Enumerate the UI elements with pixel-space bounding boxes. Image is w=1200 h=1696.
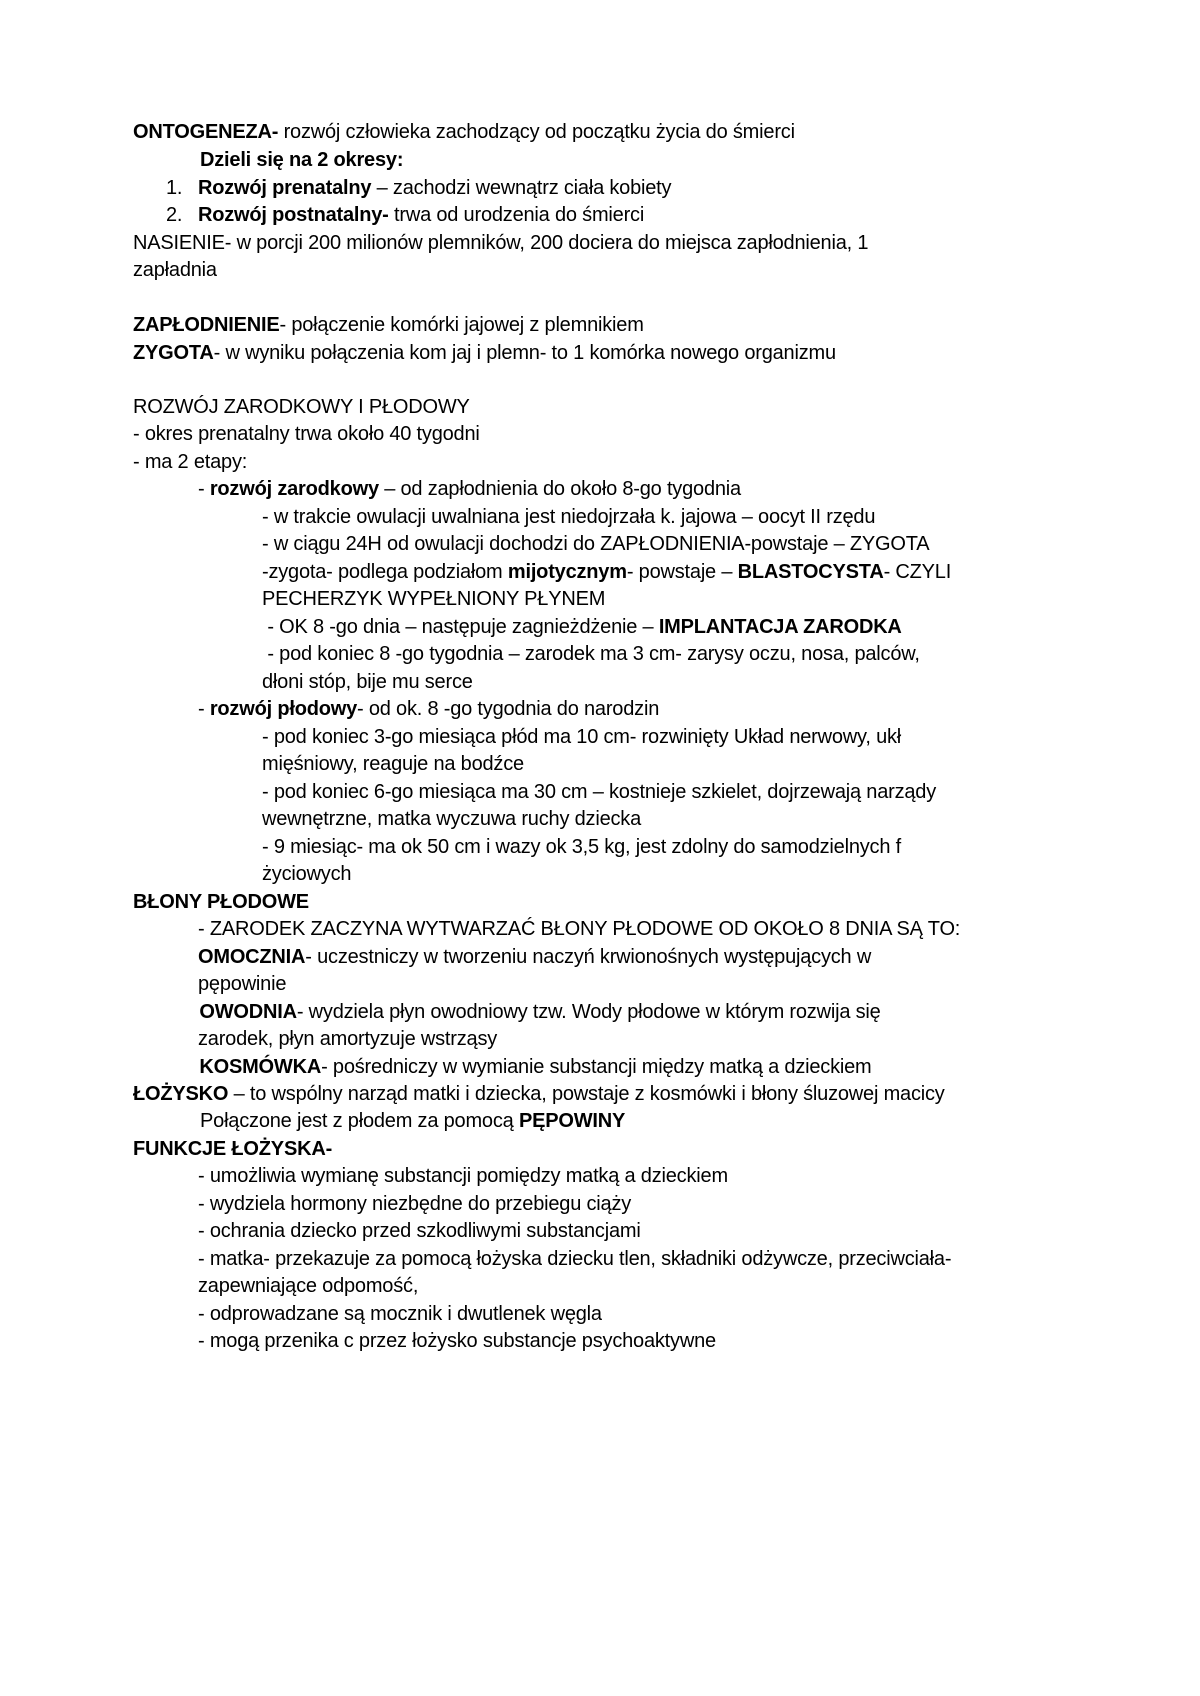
list-number: 2. <box>166 204 183 226</box>
text-line <box>198 1272 418 1300</box>
bold-term: PĘPOWINY <box>518 1110 626 1132</box>
text-run: - <box>198 698 210 720</box>
text-line <box>194 1053 872 1081</box>
text-line <box>133 256 217 284</box>
bold-term: IMPLANTACJA ZARODKA <box>658 616 902 638</box>
text-run: - powstaje – <box>626 561 738 583</box>
bold-term: FUNKCJE ŁOŻYSKA- <box>133 1138 333 1160</box>
bold-term: Rozwój postnatalny- <box>198 204 389 226</box>
text-run: - pod koniec 8 -go tygodnia – zarodek ma 3 cm- zarysy oczu, nosa, palców, <box>262 643 920 665</box>
text-line <box>262 860 351 888</box>
text-run: - 9 miesiąc- ma ok 50 cm i wazy ok 3,5 kg, jest zdolny do samodzielnych f <box>262 836 901 858</box>
text-run: - od ok. 8 -go tygodnia do narodzin <box>357 698 660 720</box>
text-line <box>198 970 286 998</box>
text-line <box>198 695 659 723</box>
text-run: trwa od urodzenia do śmierci <box>388 204 645 226</box>
text-line <box>133 311 644 339</box>
text-line <box>262 558 951 586</box>
text-run: - mogą przenika c przez łożysko substancje psychoaktywne <box>198 1330 716 1352</box>
text-run: Połączone jest z płodem za pomocą <box>200 1110 519 1132</box>
text-line <box>262 640 920 668</box>
text-line <box>262 503 875 531</box>
text-run: zarodek, płyn amortyzuje wstrząsy <box>198 1028 498 1050</box>
bold-term: rozwój zarodkowy <box>209 478 379 500</box>
list-number: 1. <box>166 177 183 199</box>
text-run: - CZYLI <box>883 561 952 583</box>
text-line <box>133 420 480 448</box>
bold-term: Dzieli się na 2 okresy: <box>200 149 404 171</box>
text-run: pępowinie <box>198 973 287 995</box>
text-line <box>198 1217 641 1245</box>
text-line <box>200 1107 625 1135</box>
bold-term: BLASTOCYSTA <box>737 561 884 583</box>
bold-term: KOSMÓWKA <box>199 1056 322 1078</box>
text-run: - ZARODEK ZACZYNA WYTWARZAĆ BŁONY PŁODOWE OD OKOŁO 8 DNIA SĄ TO: <box>198 918 961 940</box>
text-line <box>133 339 836 367</box>
text-run: - pod koniec 6-go miesiąca ma 30 cm – kostnieje szkielet, dojrzewają narządy <box>262 781 937 803</box>
text-run: - OK 8 -go dnia – następuje zagnieżdżenie – <box>262 616 659 638</box>
text-line <box>166 201 644 229</box>
text-line <box>262 833 901 861</box>
text-run: - umożliwia wymianę substancji pomiędzy matką a dzieckiem <box>198 1165 728 1187</box>
text-run: dłoni stóp, bije mu serce <box>262 671 473 693</box>
text-line <box>200 146 403 174</box>
text-line <box>198 1162 728 1190</box>
text-line <box>194 998 881 1026</box>
text-run: - ma 2 etapy: <box>133 451 248 473</box>
text-line <box>262 530 929 558</box>
text-run: -zygota- podlega podziałom <box>262 561 508 583</box>
text-line <box>198 1245 951 1273</box>
text-run: rozwój człowieka zachodzący od początku życia do śmierci <box>278 121 795 143</box>
text-run: - uczestniczy w tworzeniu naczyń krwionośnych występujących w <box>305 946 872 968</box>
bold-term: rozwój płodowy <box>209 698 358 720</box>
text-run: – zachodzi wewnątrz ciała kobiety <box>371 177 672 199</box>
text-line <box>262 585 605 613</box>
text-line <box>133 888 309 916</box>
text-run: NASIENIE- w porcji 200 milionów plemników, 200 dociera do miejsca zapłodnienia, 1 <box>133 232 869 254</box>
text-run: - pod koniec 3-go miesiąca płód ma 10 cm- rozwinięty Układ nerwowy, ukł <box>262 726 902 748</box>
text-run: PECHERZYK WYPEŁNIONY PŁYNEM <box>262 588 606 610</box>
bold-term: OMOCZNIA <box>198 946 306 968</box>
text-line <box>262 778 936 806</box>
text-run: - odprowadzane są mocznik i dwutlenek węgla <box>198 1303 602 1325</box>
bold-term: ZAPŁODNIENIE <box>133 314 280 336</box>
text-run: - okres prenatalny trwa około 40 tygodni <box>133 423 480 445</box>
text-line <box>198 1300 602 1328</box>
text-line <box>262 805 641 833</box>
text-run: zapładnia <box>133 259 217 281</box>
bold-term: ZYGOTA <box>133 342 214 364</box>
text-line <box>133 118 795 146</box>
text-line <box>262 750 524 778</box>
text-run: - połączenie komórki jajowej z plemnikiem <box>279 314 644 336</box>
text-line <box>133 448 247 476</box>
bold-term: ONTOGENEZA- <box>133 121 279 143</box>
text-run: zapewniające odpomość, <box>198 1275 419 1297</box>
text-run: - pośredniczy w wymianie substancji między matką a dzieckiem <box>321 1056 872 1078</box>
text-line <box>198 915 960 943</box>
text-run: - wydziela hormony niezbędne do przebiegu ciąży <box>198 1193 632 1215</box>
text-line <box>133 393 470 421</box>
text-line <box>262 723 901 751</box>
bold-term: OWODNIA <box>199 1001 297 1023</box>
text-line <box>198 475 741 503</box>
text-run: - w trakcie owulacji uwalniana jest niedojrzała k. jajowa – oocyt II rzędu <box>262 506 876 528</box>
text-run: – to wspólny narząd matki i dziecka, powstaje z kosmówki i błony śluzowej macicy <box>228 1083 945 1105</box>
text-run: wewnętrzne, matka wyczuwa ruchy dziecka <box>262 808 642 830</box>
text-line <box>133 229 868 257</box>
text-run: - <box>198 478 210 500</box>
text-run: życiowych <box>262 863 352 885</box>
text-run: - w wyniku połączenia kom jaj i plemn- to 1 komórka nowego organizmu <box>213 342 836 364</box>
text-line <box>198 1025 497 1053</box>
text-run: - wydziela płyn owodniowy tzw. Wody płodowe w którym rozwija się <box>296 1001 881 1023</box>
text-line <box>133 1080 945 1108</box>
bold-term: Rozwój prenatalny <box>198 177 372 199</box>
text-line <box>133 1135 332 1163</box>
text-run: - ochrania dziecko przed szkodliwymi substancjami <box>198 1220 641 1242</box>
text-run: ROZWÓJ ZARODKOWY I PŁODOWY <box>133 396 470 418</box>
text-run: mięśniowy, reaguje na bodźce <box>262 753 524 775</box>
text-run: – od zapłodnienia do około 8-go tygodnia <box>378 478 741 500</box>
bold-term: ŁOŻYSKO <box>133 1083 229 1105</box>
text-line <box>262 613 902 641</box>
text-line <box>198 943 871 971</box>
bold-term: mijotycznym <box>507 561 627 583</box>
text-line <box>262 668 473 696</box>
bold-term: BŁONY PŁODOWE <box>133 891 309 913</box>
text-line <box>198 1190 631 1218</box>
text-run: - w ciągu 24H od owulacji dochodzi do ZAPŁODNIENIA-powstaje – ZYGOTA <box>262 533 930 555</box>
text-line <box>166 174 671 202</box>
text-run: - matka- przekazuje za pomocą łożyska dziecku tlen, składniki odżywcze, przeciwciała- <box>198 1248 952 1270</box>
text-line <box>198 1327 716 1355</box>
